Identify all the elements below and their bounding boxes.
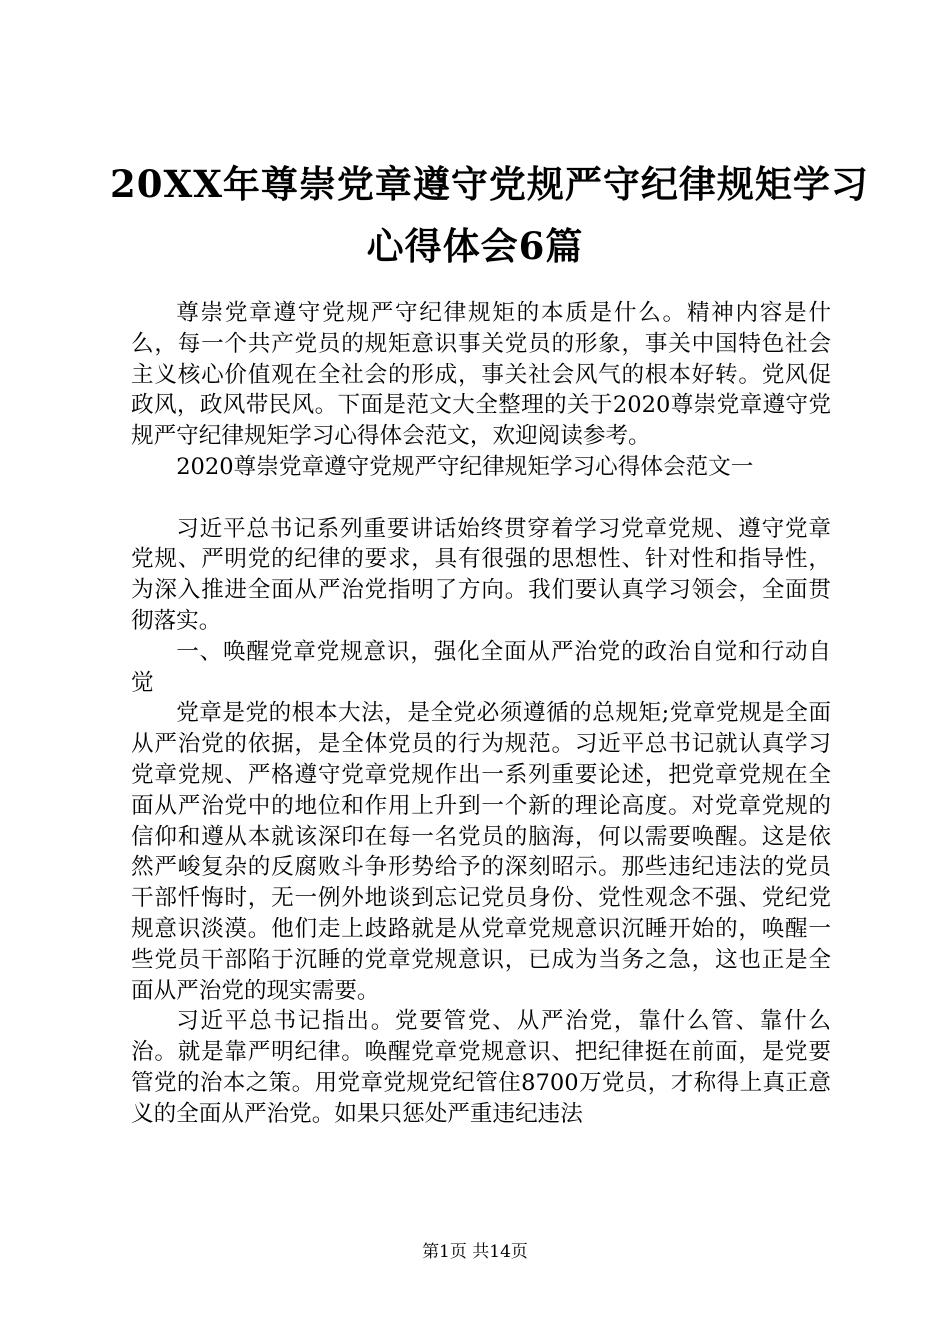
page-footer: 第1页 共14页 (422, 1242, 528, 1262)
paragraph: 习近平总书记系列重要讲话始终贯穿着学习党章党规、遵守党章党规、严明党的纪律的要求，具有很强的思想性、针对性和指导性，为深入推进全面从严治党指明了方向。我们要认真学习领会，全面贯彻落实。 (131, 515, 831, 634)
paragraph: 党章是党的根本大法，是全党必须遵循的总规矩;党章党规是全面从严治党的依据，是全体党员的行为规范。习近平总书记就认真学习党章党规、严格遵守党章党规作出一系列重要论述，把党章党规在全面从严治党中的地位和作用上升到一个新的理论高度。对党章党规的信仰和遵从本就该深印在每一名党员的脑海，何以需要唤醒。这是依然严峻复杂的反腐败斗争形势给予的深刻昭示。那些违纪违法的党员干部忏悔时，无一例外地谈到忘记党员身份、党性观念不强、党纪党规意识淡漠。他们走上歧路就是从党章党规意识沉睡开始的，唤醒一些党员干部陷于沉睡的党章党规意识，已成为当务之急，这也正是全面从严治党的现实需要。 (131, 700, 831, 1004)
document-title-line-2: 心得体会6篇 (366, 224, 584, 268)
paragraph-intro: 尊崇党章遵守党规严守纪律规矩的本质是什么。精神内容是什么，每一个共产党员的规矩意识事关党员的形象，事关中国特色社会主义核心价值观在全社会的形成，事关社会风气的根本好转。党风促政风，政风带民风。下面是范文大全整理的关于2020尊崇党章遵守党规严守纪律规矩学习心得体会范文，欢迎阅读参考。 (131, 300, 831, 450)
document-body (131, 298, 831, 1130)
document-title-line-1: 20XX年尊崇党章遵守党规严守纪律规矩学习 (110, 162, 869, 206)
paragraph: 习近平总书记指出。党要管党、从严治党，靠什么管、靠什么治。就是靠严明纪律。唤醒党章党规意识、把纪律挺在前面，是党要管党的治本之策。用党章党规党纪管住8700万党员，才称得上真正意义的全面从严治党。如果只惩处严重违纪违法 (131, 1008, 831, 1127)
section-heading-1: 一、唤醒党章党规意识，强化全面从严治党的政治自觉和行动自觉 (131, 638, 831, 696)
blank-line (131, 483, 831, 514)
section-heading-fanwen-1: 2020尊崇党章遵守党规严守纪律规矩学习心得体会范文一 (176, 453, 754, 480)
